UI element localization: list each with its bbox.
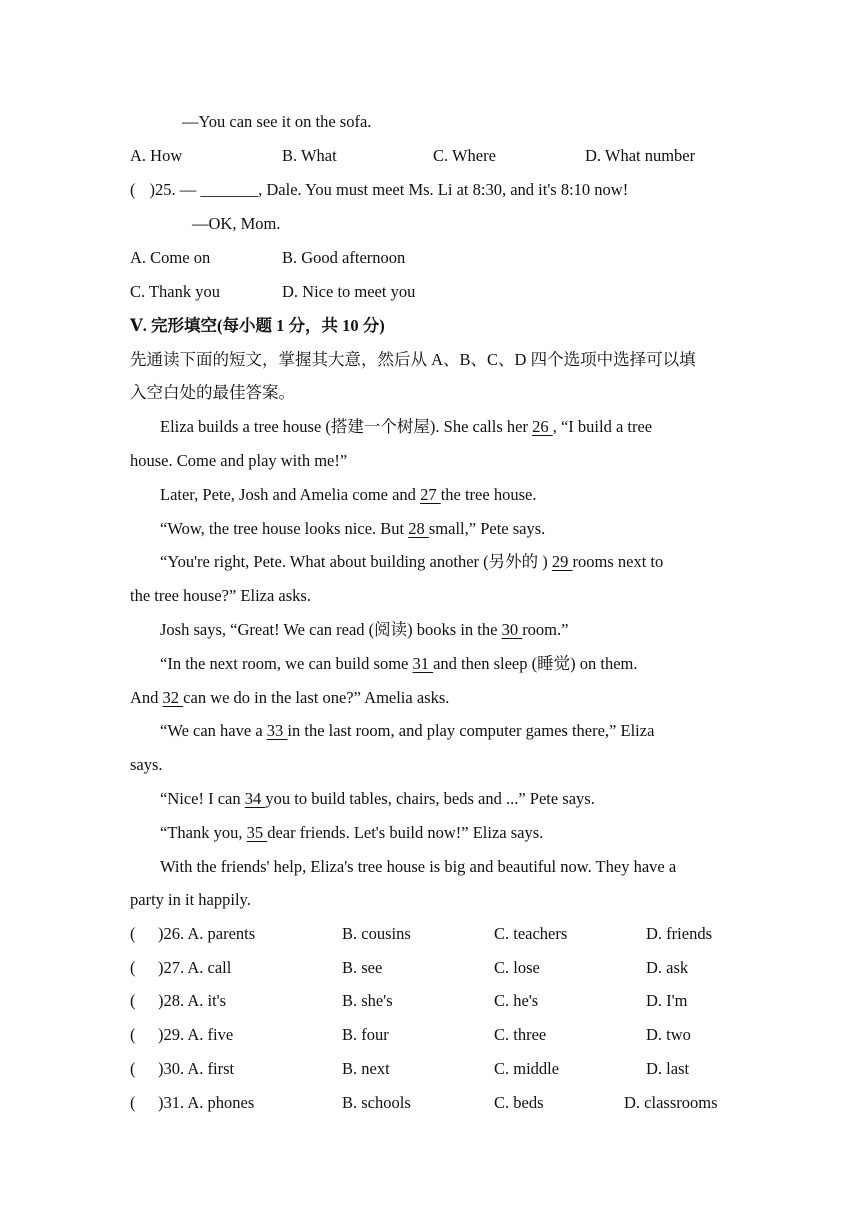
- q25-stem-text: )25. — _______, Dale. You must meet Ms. Li at 8:30, and it's 8:10 now!: [149, 180, 629, 199]
- blank-28: 28: [408, 519, 429, 538]
- blank-31: 31: [412, 654, 434, 673]
- question-30-option-a: )30. A. first: [158, 1059, 235, 1078]
- q24-option-b: B. What: [282, 146, 337, 165]
- q25-answer-bracket: (: [130, 180, 136, 199]
- passage-text: Later, Pete, Josh and Amelia come and: [160, 485, 421, 504]
- question-29-option-d: D. two: [646, 1025, 691, 1044]
- question-28-option-d: D. I'm: [646, 991, 688, 1010]
- blank-34: 34: [244, 789, 266, 808]
- question-bracket[interactable]: (: [130, 924, 136, 943]
- question-26-option-d: D. friends: [646, 924, 712, 943]
- q24-option-a: A. How: [130, 146, 183, 165]
- question-27-option-b: B. see: [342, 958, 383, 977]
- question-27-option-c: C. lose: [494, 958, 540, 977]
- question-30-option-d: D. last: [646, 1059, 690, 1078]
- question-27-option-a: )27. A. call: [158, 958, 232, 977]
- passage-line: [160, 721, 654, 741]
- passage-text: the tree house.: [440, 485, 537, 504]
- question-28-option-c: C. he's: [494, 991, 539, 1010]
- passage-text: dear friends. Let's build now!” Eliza says.: [267, 823, 544, 842]
- passage-line: says.: [130, 755, 163, 774]
- question-29-option-a: )29. A. five: [158, 1025, 234, 1044]
- passage-line: With the friends' help, Eliza's tree house is big and beautiful now. They have a: [160, 857, 677, 876]
- question-26-option-b: B. cousins: [342, 924, 411, 943]
- passage-line: house. Come and play with me!”: [130, 451, 348, 470]
- q24-answer: —You can see it on the sofa.: [182, 112, 372, 131]
- passage-text: and then sleep (睡觉) on them.: [433, 654, 638, 673]
- passage-line: [160, 519, 545, 539]
- passage-line: [130, 688, 449, 708]
- passage-line: [160, 823, 543, 843]
- question-27-option-d: D. ask: [646, 958, 689, 977]
- passage-text: “Wow, the tree house looks nice. But: [160, 519, 409, 538]
- passage-line: [160, 485, 536, 505]
- question-bracket[interactable]: (: [130, 1093, 136, 1112]
- q25-answer: —OK, Mom.: [192, 214, 281, 233]
- passage-text: Josh says, “Great! We can read (阅读) books in the: [160, 620, 502, 639]
- passage-text: can we do in the last one?” Amelia asks.: [183, 688, 450, 707]
- passage-text: “Thank you,: [160, 823, 247, 842]
- question-bracket[interactable]: (: [130, 991, 136, 1010]
- passage-text: “You're right, Pete. What about building another (另外的 ): [160, 552, 552, 571]
- passage-line: [160, 552, 663, 572]
- question-bracket[interactable]: (: [130, 958, 136, 977]
- q24-option-c: C. Where: [433, 146, 496, 165]
- passage-line: [160, 789, 595, 809]
- blank-30: 30: [501, 620, 523, 639]
- question-31-option-a: )31. A. phones: [158, 1093, 255, 1112]
- q24-option-d: D. What number: [585, 146, 696, 165]
- passage-text: , “I build a tree: [552, 417, 653, 436]
- q25-option-b: B. Good afternoon: [282, 248, 406, 267]
- passage-text: rooms next to: [572, 552, 664, 571]
- question-28-option-b: B. she's: [342, 991, 393, 1010]
- question-28-option-a: )28. A. it's: [158, 991, 227, 1010]
- blank-33: 33: [266, 721, 288, 740]
- passage-text: you to build tables, chairs, beds and ...” Pete says.: [265, 789, 595, 808]
- passage-line: [160, 620, 568, 640]
- blank-26: 26: [532, 417, 553, 436]
- passage-text: “In the next room, we can build some: [160, 654, 413, 673]
- passage-text: “Nice! I can: [160, 789, 245, 808]
- section-heading: Ⅴ. 完形填空(每小题 1 分，共 10 分): [130, 316, 385, 335]
- question-29-option-b: B. four: [342, 1025, 389, 1044]
- question-31-option-b: B. schools: [342, 1093, 411, 1112]
- q25-stem: [130, 180, 628, 200]
- question-31-option-d: D. classrooms: [624, 1093, 718, 1112]
- passage-text: And: [130, 688, 163, 707]
- blank-29: 29: [551, 552, 573, 571]
- q25-option-c: C. Thank you: [130, 282, 220, 301]
- q25-option-d: D. Nice to meet you: [282, 282, 416, 301]
- passage-text: in the last room, and play computer games there,” Eliza: [287, 721, 655, 740]
- passage-line: the tree house?” Eliza asks.: [130, 586, 311, 605]
- passage-line: party in it happily.: [130, 890, 251, 909]
- question-bracket[interactable]: (: [130, 1059, 136, 1078]
- question-31-option-c: C. beds: [494, 1093, 544, 1112]
- question-29-option-c: C. three: [494, 1025, 547, 1044]
- blank-27: 27: [420, 485, 441, 504]
- passage-text: “We can have a: [160, 721, 267, 740]
- section-instruction-line2: 入空白处的最佳答案。: [130, 383, 295, 402]
- passage-text: Eliza builds a tree house (搭建一个树屋). She calls her: [160, 417, 533, 436]
- section-instruction-line1: 先通读下面的短文，掌握其大意，然后从 A、B、C、D 四个选项中选择可以填: [130, 350, 696, 369]
- blank-35: 35: [246, 823, 268, 842]
- question-26-option-a: )26. A. parents: [158, 924, 256, 943]
- question-26-option-c: C. teachers: [494, 924, 568, 943]
- blank-32: 32: [162, 688, 184, 707]
- passage-line: [160, 654, 637, 674]
- question-bracket[interactable]: (: [130, 1025, 136, 1044]
- question-30-option-b: B. next: [342, 1059, 390, 1078]
- passage-text: small,” Pete says.: [428, 519, 546, 538]
- question-30-option-c: C. middle: [494, 1059, 560, 1078]
- passage-text: room.”: [522, 620, 569, 639]
- passage-line: [160, 417, 652, 437]
- q25-option-a: A. Come on: [130, 248, 211, 267]
